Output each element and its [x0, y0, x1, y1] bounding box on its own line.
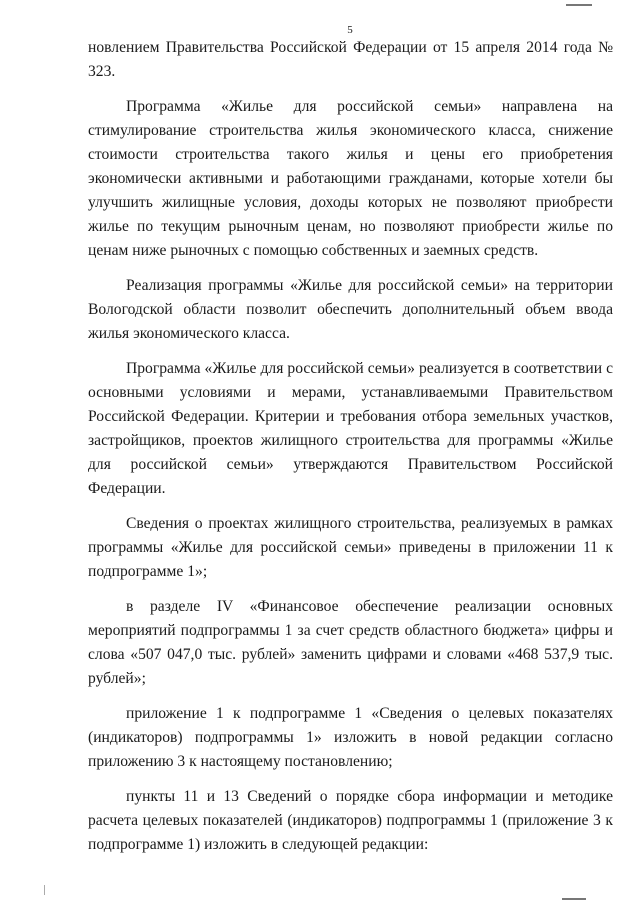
paragraph-program-conditions: Программа «Жилье для российской семьи» реализуется в соответствии с основными условиями и мерами, устанавливаемыми Правительством Российской Федерации. Критерии и требования отбора земельных участков, застройщиков, проектов жилищного строительства для программы «Жилье для российской семьи» утверждаются Правительством Российской Федерации. [88, 360, 613, 497]
paragraph-project-info: Сведения о проектах жилищного строительства, реализуемых в рамках программы «Жилье для российской семьи» приведены в приложении 11 к подпрограмме 1»; [88, 514, 613, 580]
paragraph-vologda-implementation: Реализация программы «Жилье для российской семьи» на территории Вологодской области позволит обеспечить дополнительный объем ввода жилья экономического класса. [88, 276, 613, 342]
paragraph-section-iv: в разделе IV «Финансовое обеспечение реализации основных мероприятий подпрограммы 1 за счет средств областного бюджета» цифры и слова «507 047,0 тыс. рублей» заменить цифрами и словами «468 537,9 тыс. рублей»; [88, 597, 613, 687]
paragraph-appendix-1: приложение 1 к подпрограмме 1 «Сведения о целевых показателях (индикаторов) подпрограммы 1» изложить в новой редакции согласно приложению 3 к настоящему постановлению; [88, 705, 613, 770]
document-body [88, 36, 613, 868]
page-number: 5 [347, 24, 353, 36]
paragraph-continuation: новлением Правительства Российской Федерации от 15 апреля 2014 года № 323. [88, 39, 613, 80]
paragraph-items-11-13: пункты 11 и 13 Сведений о порядке сбора информации и методике расчета целевых показателей (индикаторов) подпрограммы 1 (приложение 3 к подпрограмме 1) изложить в следующей редакции: [88, 788, 613, 853]
scan-mark-top [566, 4, 592, 6]
scan-mark-bottom [562, 898, 586, 900]
scan-tick-mark [44, 885, 45, 895]
paragraph-program-goal: Программа «Жилье для российской семьи» направлена на стимулирование строительства жилья экономического класса, снижение стоимости строительства такого жилья и цены его приобретения экономически активными и работающими гражданами, которые хотели бы улучшить жилищные условия, доходы которых не позволяют приобрести жилье по текущим рыночным ценам, но позволяют приобрести жилье по ценам ниже рыночных с помощью собственных и заемных средств. [88, 98, 613, 259]
